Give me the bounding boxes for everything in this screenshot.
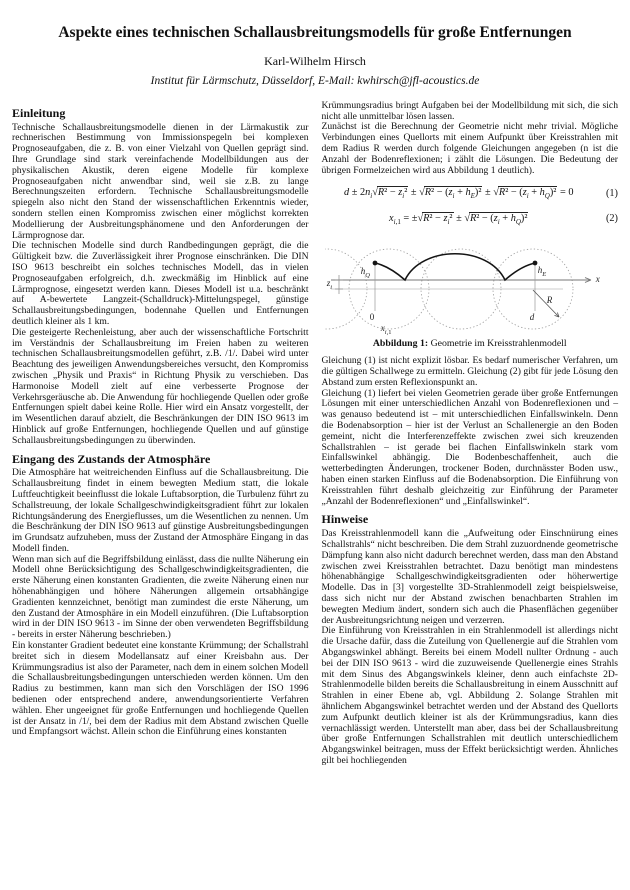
figure-label-r: R [546, 295, 553, 306]
paragraph: Technische Schallausbreitungsmodelle dienen in der Lärmakustik zur rechnerischen Bestimmung von Immissionspegeln bei komplexen Prognoseaufgaben, die z. B. von einer Vielzahl von Quellen geprägt sind. Ihre Grundlage sind stark vereinfachende Modellbildungen aus der physikalischen Akustik, deren eigene Modelle für komplexe Prognoseaufgaben nicht anwendbar sind, weil sie z.B. zu lange Berechnungszeiten erfordern. Technische Schallausbreitungsmodelle spiegeln also nicht den Stand der wissenschaftlichen Erkenntnis wieder, sondern stellen einen Kompromiss zwischen einer möglichst korrekten Modellierung der Ausbreitungsphänomene und den Anforderungen der Lärmprognose dar. [12, 121, 309, 241]
paragraph: Gleichung (1) liefert bei vielen Geometrien gerade über große Entfernungen Lösungen mit einer unterschiedlichen Anzahl von Bodenreflexionen und – was genauso bedeutend ist – mit unterschiedlichen Einfallswinkeln. Denn die Bodenabsorption – hier ist der Verlust an Schallenergie an den Boden gemeint, nicht die Interferenzeffekte zwischen zwei sich kreuzenden Schallstrahlen – ist gerade bei flachen Einfallswinkeln stark vom Einfallswinkel abhängig. Die Bodenbeschaffenheit, auch die wetterbedingten Änderungen, trockener Boden, durchnässter Boden usw., haben einen starken Einfluss auf die Bodenabsorption. Die Einführung von Kreisstrahlen führt deshalb gleichzeitig zur Einführung der Parameter „Anzahl der Bodenreflexionen“ und „Einfallswinkel“. [321, 387, 618, 507]
paragraph: Ein konstanter Gradient bedeutet eine konstante Krümmung; der Schallstrahl breitet sich in diesem Modellansatz auf einer Kreisbahn aus. Der Krümmungsradius ist also der Parameter, nach dem in einem solchen Modell die Schallausbreitungsbedingungen unterschieden werden können. Um den Radius zu bestimmen, kann man sich den Vorschlägen der ISO 1996 bedienen oder entsprechend andere, anwendungsorientierte Verfahren wählen. Eher ungeeignet für große Entfernungen und hochliegende Quellen ist der Ansatz in /1/, bei dem der Radius mit dem Abstand zwischen Quelle und Empfangsort wächst. Allein schon die Einführung eines konstanten [12, 640, 309, 738]
section-heading-einleitung: Einleitung [12, 105, 66, 120]
figure-kreisstrahlenmodell-drawing [325, 233, 615, 337]
figure-label-zero: 0 [369, 312, 375, 323]
figure-caption-label: Abbildung 1: [372, 338, 429, 350]
figure-kreisstrahlenmodell [325, 233, 615, 337]
paragraph: Zunächst ist die Berechnung der Geometrie nicht mehr trivial. Mögliche Verbindungen eines Quellorts mit einem Aufpunkt über Kreisstrahlen mit dem Radius R werden durch folgende Gleichungen angegeben (n ist die Anzahl der Bodenreflexionen; i zählt die Lösungen. Die Bedeutung der übrigen Formelzeichen wird aus Abbildung 1 deutlich). [321, 121, 618, 176]
figure-caption-text: Geometrie im Kreisstrahlenmodell [428, 338, 567, 350]
section-heading-atmosphaere: Eingang des Zustands der Atmosphäre [12, 451, 211, 466]
right-column [322, 101, 619, 767]
equation-2-number: (2) [605, 213, 618, 225]
equation-1-number: (1) [605, 187, 618, 199]
figure-label-he: $h_E$ [537, 265, 547, 279]
two-column-body [12, 101, 618, 767]
figure-label-d: d [529, 312, 535, 323]
paragraph: Das Kreisstrahlenmodell kann die „Aufweitung oder Einschnürung eines Schallstrahls“ nicht beschreiben. Die dem Strahl zuzuordnende geometrische Dämpfung kann also nicht dadurch berechnet werden, dass man den Abstand zwischen zwei Kreisstrahlen betrachtet. Dazu benötigt man mindestens höhenabhängige Schallgeschwindigkeitsgradienten oder höherwertige Modelle. Das in [3] vorgestellte 3D-Strahlenmodell zeigt beispielsweise, dass sich nicht nur der Abstand zwischen benachbarten Strahlen im bewegten Medium ändert, sondern sich auch die Phasenflächen gegenüber der Ausbreitungsrichtung neigen und verzerren. [321, 528, 618, 626]
figure-label-x: x [595, 274, 600, 285]
equation-2 [322, 211, 619, 228]
equation-1 [322, 185, 619, 202]
author-affiliation: Institut für Lärmschutz, Düsseldorf, E-Mail: kwhirsch@jfl-acoustics.de [150, 74, 480, 87]
equation-2-formula: $x_{i,1} = \pm√R^2 - z_i^2 \pm √R^2 - (z_i + h_Q)^2$ [389, 212, 528, 226]
paragraph: Gleichung (1) ist nicht explizit lösbar. Es bedarf numerischer Verfahren, um die gültigen Schallwege zu ermitteln. Gleichung (2) gibt für jede Lösung den Abstand zum ersten Reflexionspunkt an. [321, 355, 618, 388]
paragraph: Wenn man sich auf die Begriffsbildung einlässt, dass die nullte Näherung ein Modell ohne Berücksichtigung des Schallgeschwindigkeitsgradienten, die erste Näherung einen konstanten Gradienten, die zweite Näherung einen nur höhenabhängigen und höhere Näherungen allgemein ortsabhängige Gradienten kennzeichnet, benötigt man zumindest die erste Näherung, um den Zustand der Atmosphäre in ein Modell einzuführen. (Die Luftabsorption wird in der DIN ISO 9613 - im Sinne der oben verwendeten Begriffsbildung - bereits in erster Näherung beschrieben.) [12, 553, 309, 641]
author-name: Karl-Wilhelm Hirsch [264, 53, 366, 68]
left-column [12, 101, 309, 767]
paragraph: Die Atmosphäre hat weitreichenden Einfluss auf die Schallausbreitung. Die Schallausbreitung findet in einem bewegten Medium statt, die lokale Luftfeuchtigkeit beeinflusst die lokale Luftabsorption, die Turbulenz führt zu Schallstreuung, der lokale Schallgeschwindigkeitsgradient führt zur lokalen Richtungsänderung des Energieflusses, um die Wesentlichen zu nennen. Um die Beschränkung der DIN ISO 9613 auf günstige Ausbreitungsbedingungen im Grundsatz aufzuheben, muss der Zustand der Atmosphäre Eingang in das Modell finden. [12, 467, 309, 554]
figure-caption [322, 339, 619, 350]
figure-label-hq: $h_Q$ [360, 266, 370, 280]
figure-label-xi1: $x_{i,1}$ [380, 323, 392, 337]
figure-label-zi: $z_i$ [326, 278, 333, 292]
paragraph: Die Einführung von Kreisstrahlen in ein Strahlenmodell ist allerdings nicht die Ursache dafür, dass die Zuteilung von Quellenergie auf die Strahlen vom Abgangswinkel abhängt. Bereits bei einem Modell nullter Ordnung - auch bei der DIN ISO 9613 - wird die zuzuweisende Quellenergie eines Strahls mit dem Sinus des Abgangswinkels kleiner, denn auch einfachste 2D-Strahlenmodelle bilden bereits die Schallausbreitung in einem Ausschnitt auf Strahlen in einer Ebene ab, vgl. Abbildung 2. Solange Strahlen mit ähnlichem Abgangswinkel betrachtet werden und der Abstand des Quellorts zum Aufpunkt deutlich kleiner ist als der Krümmungsradius, kann dies vernachlässigt werden. Unterstellt man aber, dass bei der Schallausbreitung über große Entfernungen Schallstrahlen mit deutlich unterschiedlichem Abgangswinkel beitragen, muss der Effekt berücksichtigt werden. Ähnliches gilt bei hochliegenden [321, 625, 618, 766]
equation-1-formula: $d \pm 2n_i√R^2 - z_i^2 \pm √R^2 - (z_i + h_E)^2 \pm √R^2 - (z_i + h_Q)^2 = 0$ [344, 187, 574, 201]
paragraph: Die technischen Modelle sind durch Randbedingungen geprägt, die die Gültigkeit bzw. die Zuverlässigkeit ihrer Prognose einschränken. Die DIN ISO 9613 beschreibt ein solches technisches Modell, das in vielen Prognoseaufgaben erfolgreich, d.h. zweckmäßig im Hinblick auf eine Lärmprognose, eingesetzt werden kann. Dieses Modell ist u.a. beschränkt auf A-bewertete Langzeit-(Schalldruck)-Mittelungspegel, günstige Schallausbreitungsbedingungen, bodennahe Quellen und Entfernungen deutlich kleiner als 1 km. [12, 240, 309, 327]
section-heading-hinweise: Hinweise [321, 512, 369, 527]
paragraph: Die gesteigerte Rechenleistung, aber auch der wissenschaftliche Fortschritt im Verständnis der Schallausbreitung im Freien haben zu weiteren technischen Schallausbreitungsmodellen geführt, z.B. /1/. Dabei wird unter Beachtung des jeweiligen Anwendungsbereiches versucht, den Kompromiss zwischen „Physik und Praxis“ in Richtung Physik zu verschieben. Das Harmonoise Modell zielt auf eine verbesserte Prognose der Verkehrsgeräusche ab. Die Anwendung für hochliegende Quellen oder große Entfernungen spielt dabei keine Rolle. Hier wird ein Ansatz vorgestellt, der im Wesentlichen darauf abzielt, die Beschränkungen der DIN ISO 9613 im Hinblick auf große Entfernungen, hochliegende Quellen und auf günstige Schallausbreitungsbedingungen zu überwinden. [12, 326, 309, 446]
paragraph: Krümmungsradius bringt Aufgaben bei der Modellbildung mit sich, die sich nicht alle unmittelbar lösen lassen. [321, 99, 618, 122]
page-title: Aspekte eines technischen Schallausbreitungsmodells für große Entfernungen [58, 24, 572, 41]
